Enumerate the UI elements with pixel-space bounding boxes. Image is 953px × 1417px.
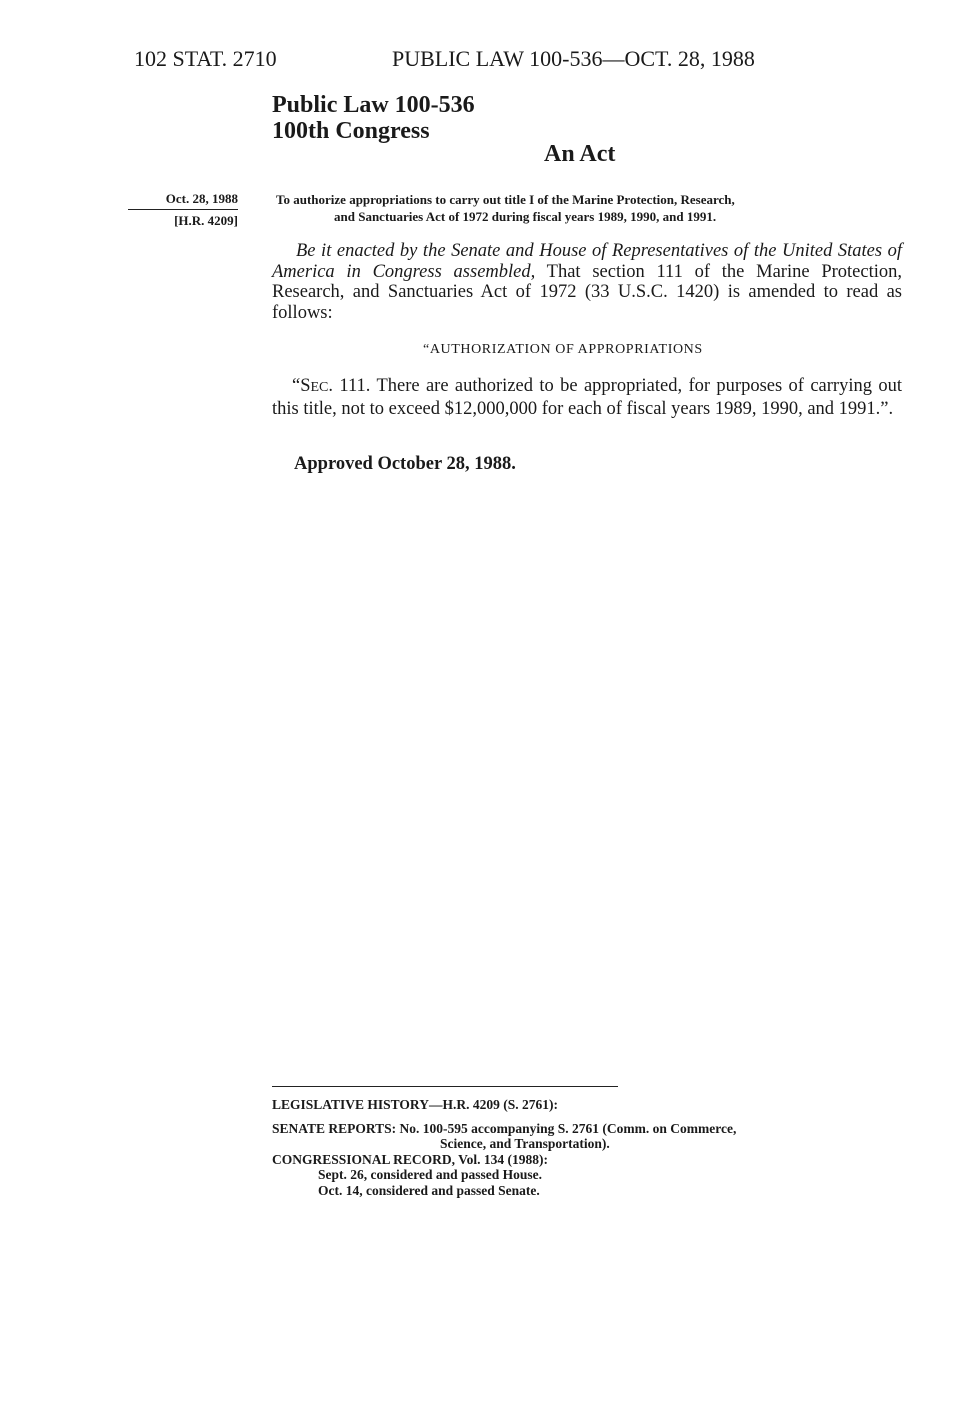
enacting-formula: Be it enacted by the Senate and House of Representatives of the United States of America in Congress assembled,: [272, 241, 902, 282]
section-lead-smallcaps: EC: [310, 380, 329, 395]
section-lead-quote: “S: [292, 376, 311, 396]
history-action: Sept. 26, considered and passed House.: [318, 1167, 543, 1182]
legislative-history: [272, 1097, 897, 1198]
purpose-line: and Sanctuaries Act of 1972 during fiscal years 1989, 1990, and 1991.: [334, 209, 717, 224]
act-purpose: [276, 191, 896, 225]
senate-reports-continued: Science, and Transportation).: [440, 1136, 610, 1151]
act-heading: An Act: [544, 141, 616, 167]
page-stat-reference: 102 STAT. 2710: [134, 46, 277, 71]
enacting-clause: [272, 241, 902, 323]
enactment-date: Oct. 28, 1988: [128, 191, 238, 210]
section-111-text: [272, 376, 902, 419]
history-heading: LEGISLATIVE HISTORY—H.R. 4209 (S. 2761):: [272, 1097, 558, 1112]
purpose-line: To authorize appropriations to carry out title I of the Marine Protection, Research,: [276, 192, 735, 207]
congressional-record: CONGRESSIONAL RECORD, Vol. 134 (1988):: [272, 1151, 549, 1167]
page-running-title: PUBLIC LAW 100-536—OCT. 28, 1988: [392, 46, 755, 71]
history-divider: [272, 1086, 618, 1087]
history-action: Oct. 14, considered and passed Senate.: [318, 1182, 540, 1198]
public-law-number: Public Law 100-536: [272, 92, 475, 118]
section-number: . 111.: [328, 376, 371, 396]
enacting-text: That section 111 of the Marine Protection, Research, and Sanctuaries Act of 1972 (33 U.S.C. 1420) is amended to read as follows:: [272, 261, 902, 323]
congress-number: 100th Congress: [272, 118, 430, 144]
section-body: There are authorized to be appropriated, for purposes of carrying out this title, not to exceed $12,000,000 for each of fiscal years 1989, 1990, and 1991.”.: [272, 376, 902, 419]
margin-sidenote: [128, 191, 238, 229]
senate-reports: SENATE REPORTS: No. 100-595 accompanying S. 2761 (Comm. on Commerce,: [272, 1120, 737, 1136]
section-heading: “AUTHORIZATION OF APPROPRIATIONS: [423, 342, 703, 357]
bill-number: [H.R. 4209]: [174, 213, 238, 228]
approval-line: Approved October 28, 1988.: [294, 454, 516, 474]
